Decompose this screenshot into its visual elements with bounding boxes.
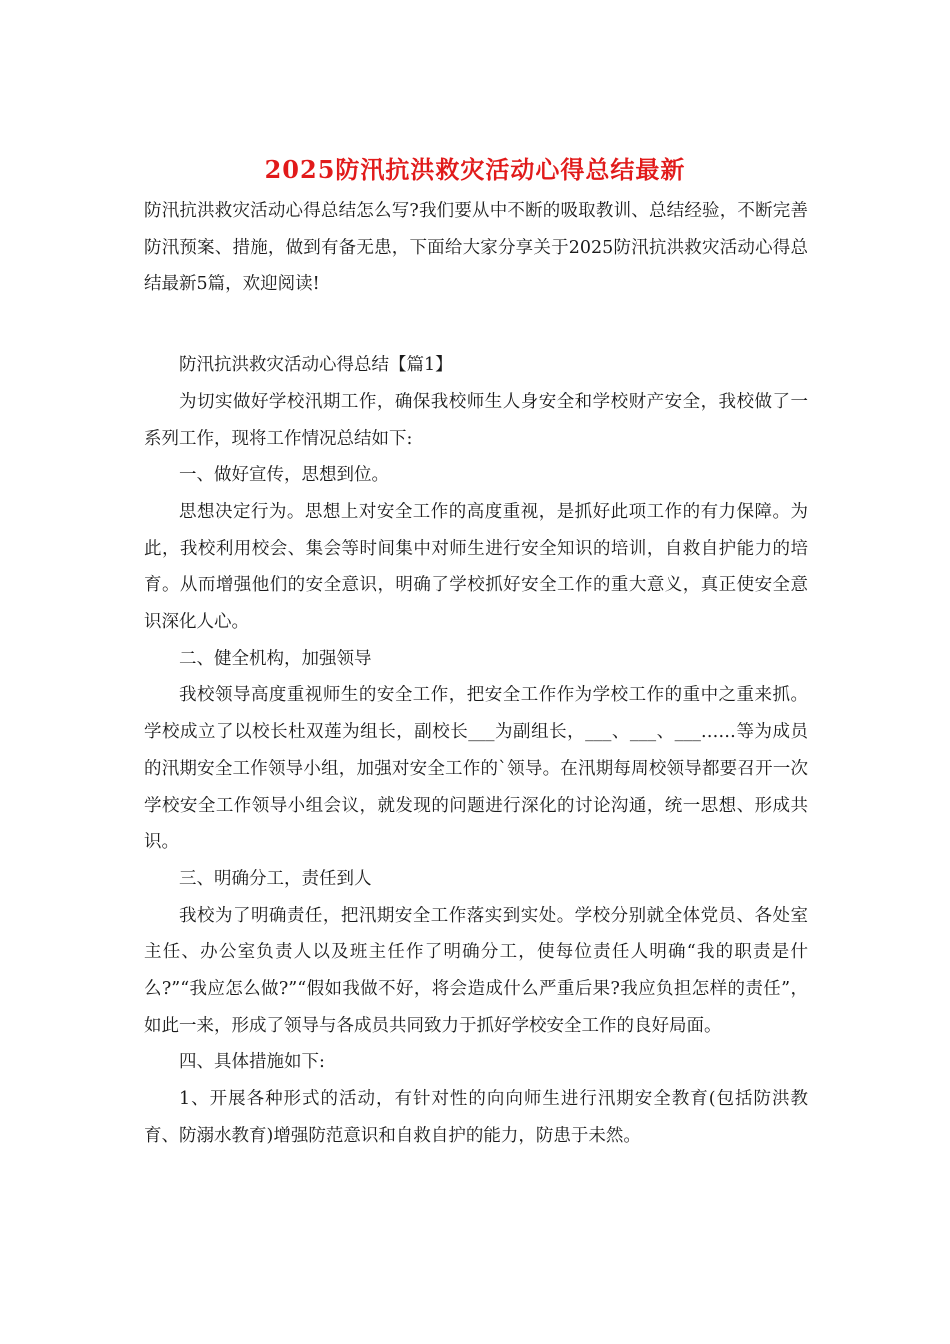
body-paragraph: 为切实做好学校汛期工作，确保我校师生人身安全和学校财产安全，我校做了一系列工作，现将工作情况总结如下:	[144, 391, 808, 449]
subheading-1: 一、做好宣传，思想到位。	[179, 465, 389, 486]
body-paragraph: 我校为了明确责任，把汛期安全工作落实到实处。学校分别就全体党员、各处室主任、办公室负责人以及班主任作了明确分工，使每位责任人明确“我的职责是什么?”“我应怎么做?”“假如我做不好，将会造成什么严重后果?我应负担怎样的责任”，如此一来，形成了领导与各成员共同致力于抓好学校安全工作的良好局面。	[144, 905, 808, 1036]
subheading-3: 三、明确分工，责任到人	[179, 868, 372, 889]
document-title: 2025防汛抗洪救灾活动心得总结最新	[264, 155, 686, 184]
body-paragraph: 思想决定行为。思想上对安全工作的高度重视，是抓好此项工作的有力保障。为此，我校利用校会、集会等时间集中对师生进行安全知识的培训，自救自护能力的培育。从而增强他们的安全意识，明确了学校抓好安全工作的重大意义，真正使安全意识深化人心。	[144, 501, 808, 633]
subheading-4: 四、具体措施如下:	[179, 1052, 325, 1073]
subheading-2: 二、健全机构，加强领导	[179, 648, 372, 669]
body-paragraph: 我校领导高度重视师生的安全工作，把安全工作作为学校工作的重中之重来抓。学校成立了以校长杜双莲为组长，副校长___为副组长，___、___、___……等为成员的汛期安全工作领导小组，加强对安全工作的`领导。在汛期每周校领导都要召开一次学校安全工作领导小组会议，就发现的问题进行深化的讨论沟通，统一思想、形成共识。	[144, 685, 808, 853]
section-heading: 防汛抗洪救灾活动心得总结【篇1】	[179, 355, 453, 376]
intro-paragraph: 防汛抗洪救灾活动心得总结怎么写?我们要从中不断的吸取教训、总结经验，不断完善防汛预案、措施，做到有备无患，下面给大家分享关于2025防汛抗洪救灾活动心得总结最新5篇，欢迎阅读!	[144, 201, 808, 295]
paragraph-spacer	[144, 303, 808, 347]
document-body	[144, 193, 808, 1155]
body-paragraph: 1、开展各种形式的活动，有针对性的向向师生进行汛期安全教育(包括防洪教育、防溺水教育)增强防范意识和自救自护的能力，防患于未然。	[144, 1089, 808, 1146]
